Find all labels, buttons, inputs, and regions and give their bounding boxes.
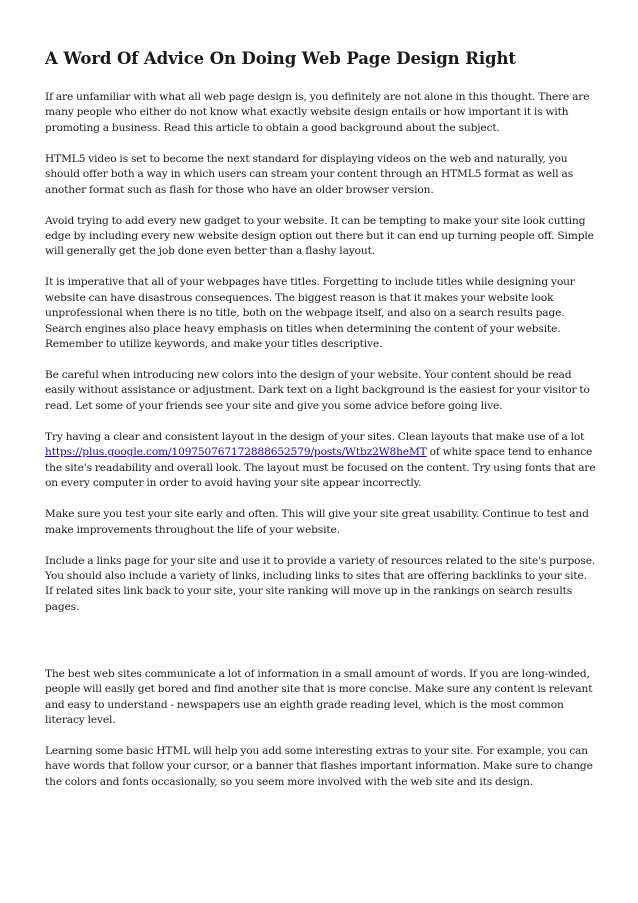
page-title: A Word Of Advice On Doing Web Page Design Right (45, 49, 516, 68)
paragraph-testing: Make sure you test your site early and often. This will give your site great usability. Continue to test and make improvements throughout the life of your website. (45, 508, 589, 536)
layout-text-after: of white space tend to enhance the site's readability and overall look. The layout must be focused on the content. Try using fonts that are on every computer in order to avoid having your site appear incorrectly. (45, 446, 596, 490)
paragraph-gadgets: Avoid trying to add every new gadget to your website. It can be tempting to make your site look cutting edge by including every new website design option out there but it can end up turning people off. Simple will generally get the job done even better than a flashy layout. (45, 214, 594, 258)
paragraph-colors: Be careful when introducing new colors into the design of your website. Your content should be read easily without assistance or adjustment. Dark text on a light background is the easiest for your visitor to read. Let some of your friends see your site and give you some advice before going live. (45, 369, 590, 412)
paragraph-concise: The best web sites communicate a lot of information in a small amount of words. If you are long-winded, people will easily get bored and find another site that is more concise. Make sure any content is relevant and easy to understand - newspapers use an eighth grade reading level, which is the most common literacy level. (45, 667, 593, 726)
paragraph-intro: If are unfamiliar with what all web page design is, you definitely are not alone in this thought. There are many people who either do not know what exactly website design entails or how important it is with promoting a business. Read this article to obtain a good background about the subject. (45, 91, 590, 134)
layout-text-before: Try having a clear and consistent layout in the design of your sites. Clean layouts that make use of a lot (45, 430, 585, 443)
paragraph-html5-video: HTML5 video is set to become the next standard for displaying videos on the web and naturally, you should offer both a way in which users can stream your content through an HTML5 format as well as another format such as flash for those who have an older browser version. (45, 152, 574, 196)
paragraph-layout (45, 430, 597, 492)
paragraph-titles: It is imperative that all of your webpages have titles. Forgetting to include titles while designing your website can have disastrous consequences. The biggest reason is that it makes your website look unprofessional when there is no title, both on the webpage itself, and also on a search results page. Search engines also place heavy emphasis on titles when determining the content of your website. Remember to utilize keywords, and make your titles descriptive. (45, 276, 575, 351)
document-page (45, 48, 597, 806)
section-gap (45, 631, 597, 667)
paragraph-links-page: Include a links page for your site and use it to provide a variety of resources related to the site's purpose. You should also include a variety of links, including links to sites that are offering backlinks to your site. If related sites link back to your site, your site ranking will move up in the rankings on search results pages. (45, 554, 596, 613)
google-plus-link[interactable]: https://plus.google.com/109750767172888652579/posts/Wtbz2W8heMT (45, 446, 427, 459)
paragraph-basic-html: Learning some basic HTML will help you add some interesting extras to your site. For example, you can have words that follow your cursor, or a banner that flashes important information. Make sure to change the colors and fonts occasionally, so you seem more involved with the web site and its design. (45, 744, 593, 788)
